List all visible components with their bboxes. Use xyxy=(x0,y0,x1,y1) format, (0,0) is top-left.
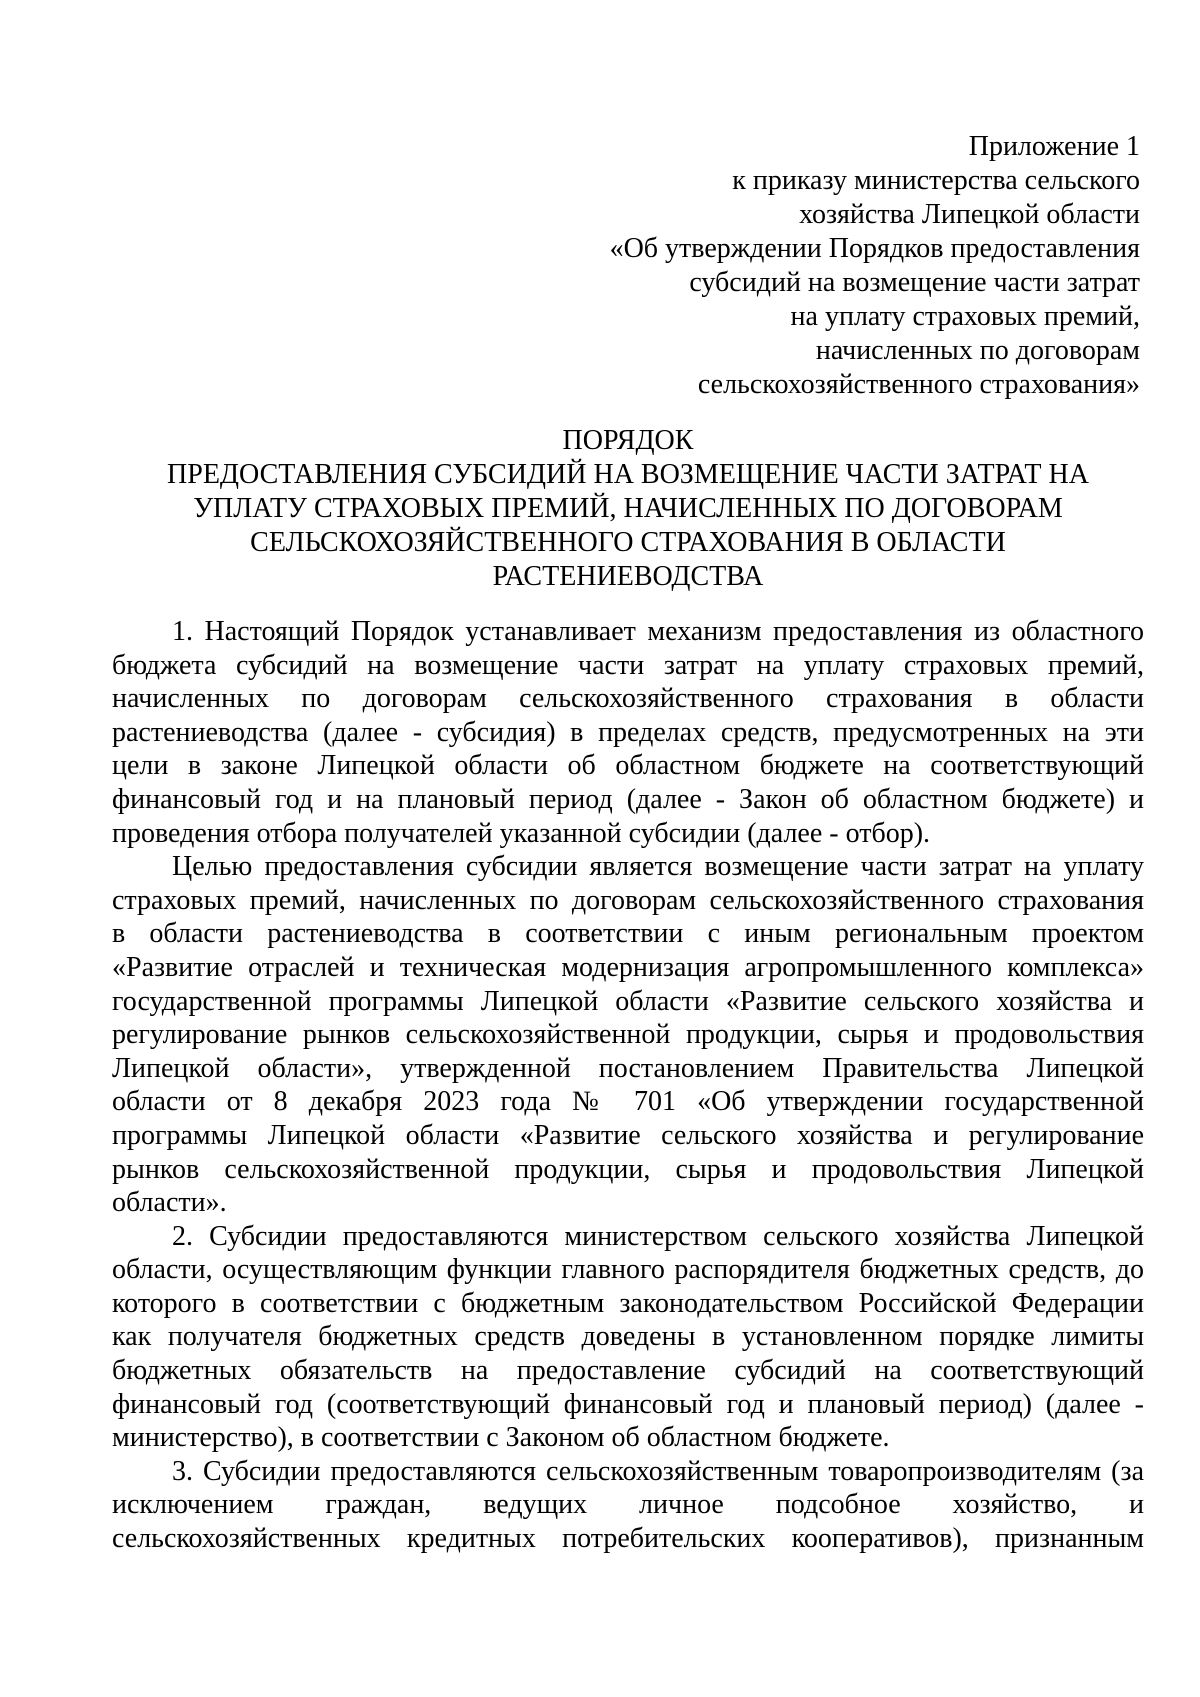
body-line: которого в соответствии с бюджетным законодательством Российской Федерации xyxy=(112,1287,1144,1319)
body-line: финансовый год (соответствующий финансовый год и плановый период) (далее - xyxy=(112,1388,1144,1420)
body-line: страховых премий, начисленных по договорам сельскохозяйственного страхования xyxy=(112,884,1144,916)
paragraph-3 xyxy=(112,1455,1144,1556)
body-line: растениеводства (далее - субсидия) в пределах средств, предусмотренных на эти xyxy=(112,716,1144,748)
title-line: ПРЕДОСТАВЛЕНИЯ СУБСИДИЙ НА ВОЗМЕЩЕНИЕ ЧАСТИ ЗАТРАТ НА xyxy=(167,459,1089,490)
body-line: начисленных по договорам сельскохозяйственного страхования в области xyxy=(112,683,1144,715)
title-line: РАСТЕНИЕВОДСТВА xyxy=(492,561,764,592)
body-line: государственной программы Липецкой области «Развитие сельского хозяйства и xyxy=(112,985,1144,1017)
body-line: Целью предоставления субсидии является возмещение части затрат на уплату xyxy=(172,851,1144,883)
body-line: министерство), в соответствии с Законом об областном бюджете. xyxy=(112,1422,890,1454)
body-line: бюджета субсидий на возмещение части затрат на уплату страховых премий, xyxy=(112,649,1144,681)
document-title xyxy=(112,424,1144,594)
body-line: сельскохозяйственных кредитных потребительских кооперативов), признанным xyxy=(112,1523,1144,1555)
body-line: 2. Субсидии предоставляются министерством сельского хозяйства Липецкой xyxy=(172,1220,1144,1252)
title-line: ПОРЯДОК xyxy=(562,425,694,456)
body-line: финансовый год и на плановый период (далее - Закон об областном бюджете) и xyxy=(112,783,1144,815)
body-line: исключением граждан, ведущих личное подсобное хозяйство, и xyxy=(112,1489,1144,1521)
appendix-line: сельскохозяйственного страхования» xyxy=(697,369,1140,400)
appendix-line: субсидий на возмещение части затрат xyxy=(689,267,1140,298)
appendix-line: хозяйства Липецкой области xyxy=(799,199,1140,230)
body-line: Липецкой области», утвержденной постановлением Правительства Липецкой xyxy=(112,1052,1144,1084)
body-line: 3. Субсидии предоставляются сельскохозяйственным товаропроизводителям (за xyxy=(172,1455,1144,1487)
appendix-line: Приложение 1 xyxy=(968,131,1140,162)
body-line: области». xyxy=(112,1187,227,1219)
title-line: СЕЛЬСКОХОЗЯЙСТВЕННОГО СТРАХОВАНИЯ В ОБЛАСТИ xyxy=(250,527,1006,558)
body-line: регулирование рынков сельскохозяйственной продукции, сырья и продовольствия xyxy=(112,1019,1144,1051)
body-line: области, осуществляющим функции главного распорядителя бюджетных средств, до xyxy=(112,1254,1144,1286)
body-line: 1. Настоящий Порядок устанавливает механизм предоставления из областного xyxy=(172,616,1144,647)
body-line: в области растениеводства в соответствии с иным региональным проектом xyxy=(112,918,1144,950)
document-body xyxy=(112,615,1144,1556)
body-line: программы Липецкой области «Развитие сельского хозяйства и регулирование xyxy=(112,1119,1144,1151)
body-line: области от 8 декабря 2023 года № 701 «Об утверждении государственной xyxy=(112,1086,1144,1118)
body-line: цели в законе Липецкой области об областном бюджете на соответствующий xyxy=(112,750,1144,782)
body-line: как получателя бюджетных средств доведены в установленном порядке лимиты xyxy=(112,1321,1144,1353)
appendix-line: на уплату страховых премий, xyxy=(790,301,1140,332)
title-line: УПЛАТУ СТРАХОВЫХ ПРЕМИЙ, НАЧИСЛЕННЫХ ПО ДОГОВОРАМ xyxy=(193,493,1063,524)
body-line: проведения отбора получателей указанной субсидии (далее - отбор). xyxy=(112,817,931,849)
paragraph-2 xyxy=(112,1220,1144,1455)
paragraph-purpose xyxy=(112,850,1144,1220)
appendix-line: «Об утверждении Порядков предоставления xyxy=(609,233,1140,264)
paragraph-1 xyxy=(112,615,1144,850)
body-line: рынков сельскохозяйственной продукции, сырья и продовольствия Липецкой xyxy=(112,1153,1144,1185)
appendix-header xyxy=(560,130,1140,402)
body-line: «Развитие отраслей и техническая модернизация агропромышленного комплекса» xyxy=(112,951,1144,983)
body-line: бюджетных обязательств на предоставление субсидий на соответствующий xyxy=(112,1355,1144,1387)
appendix-line: к приказу министерства сельского xyxy=(732,165,1140,196)
appendix-line: начисленных по договорам xyxy=(815,335,1140,366)
